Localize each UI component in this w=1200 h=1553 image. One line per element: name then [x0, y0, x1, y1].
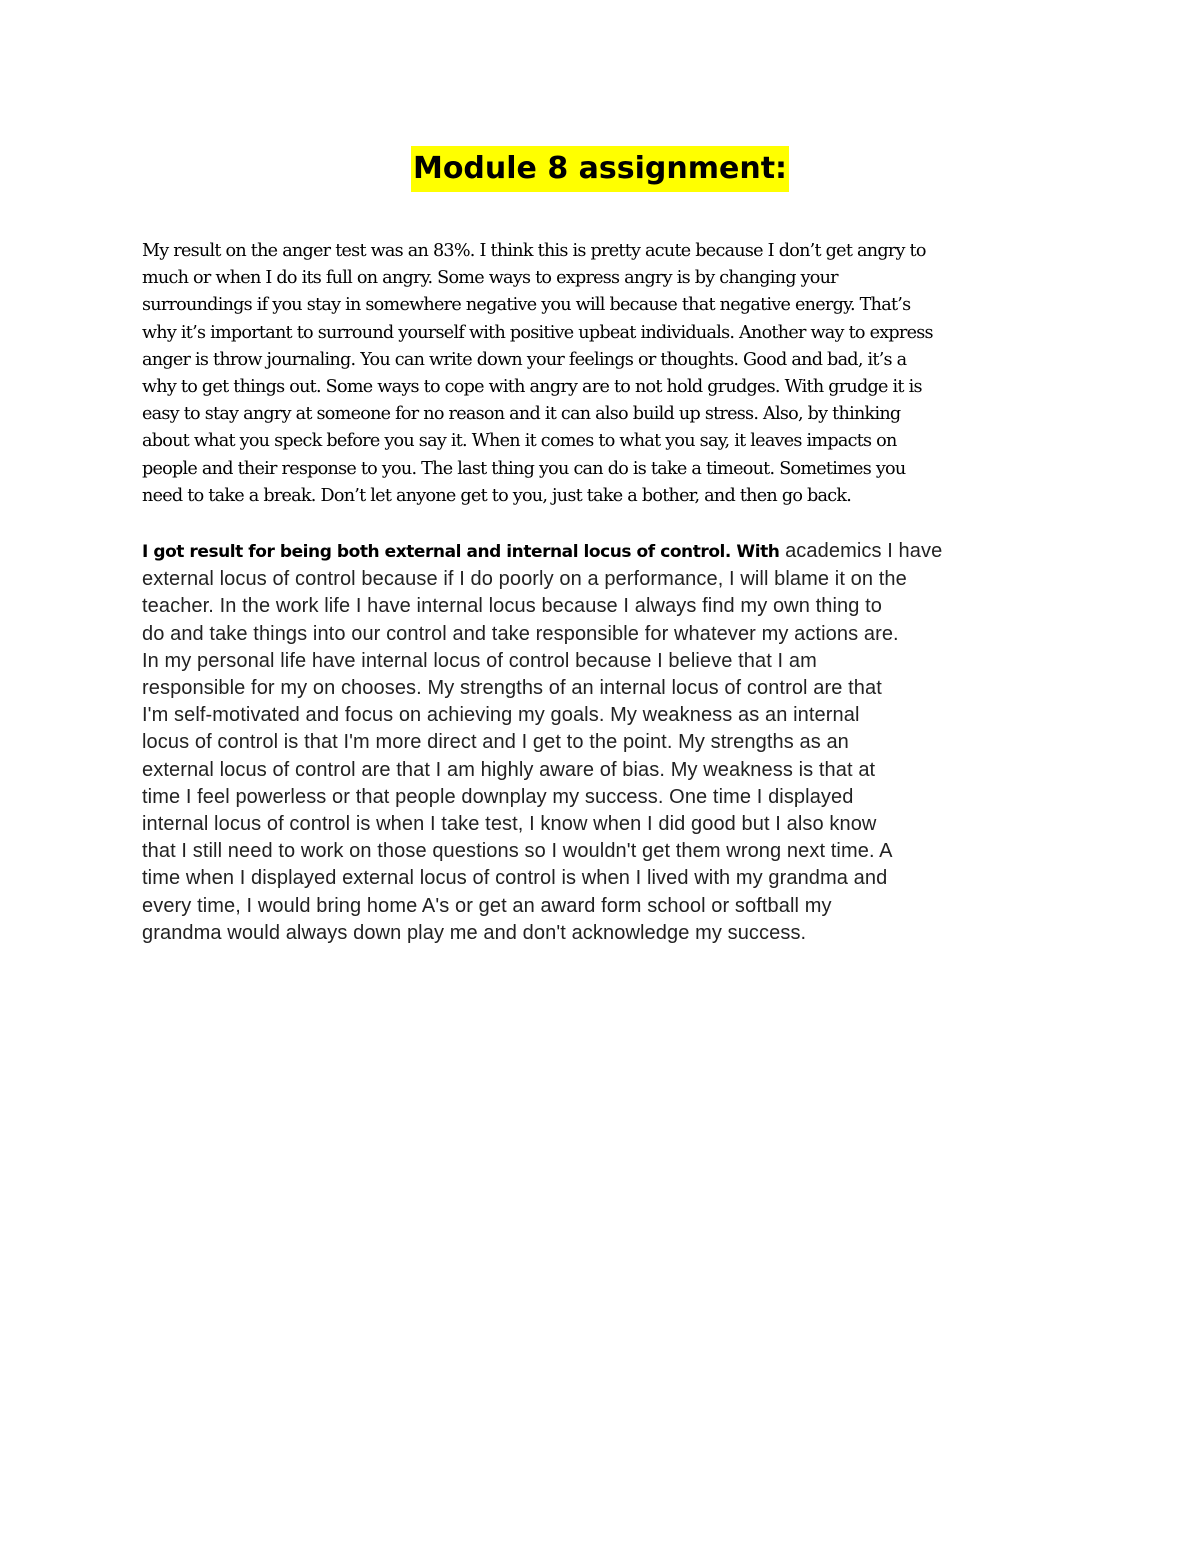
title-container — [0, 146, 1200, 192]
paragraph-line: why to get things out. Some ways to cope with angry are to not hold grudges. With grudge it is — [142, 377, 922, 398]
paragraph-line: teacher. In the work life I have internal locus because I always find my own thing to — [142, 595, 883, 618]
paragraph-line: I'm self-motivated and focus on achieving my goals. My weakness as an internal — [142, 704, 860, 727]
paragraph-line — [142, 538, 1062, 566]
paragraph-line: grandma would always down play me and don't acknowledge my success. — [142, 921, 807, 944]
paragraph-line: much or when I do its full on angry. Some ways to express angry is by changing your — [142, 268, 838, 289]
paragraph-line: internal locus of control is when I take test, I know when I did good but I also know — [142, 813, 877, 836]
anger-test-paragraph — [142, 238, 1062, 510]
paragraph-line: external locus of control are that I am highly aware of bias. My weakness is that at — [142, 758, 876, 781]
paragraph-line: about what you speck before you say it. When it comes to what you say, it leaves impacts on — [142, 431, 897, 452]
paragraph-line: My result on the anger test was an 83%. I think this is pretty acute because I don’t get angry to — [142, 241, 926, 261]
paragraph-lead-rest: academics I have — [779, 540, 943, 562]
paragraph-line: In my personal life have internal locus of control because I believe that I am — [142, 649, 817, 672]
paragraph-lead-sentence: I got result for being both external and internal locus of control. With — [142, 542, 780, 562]
paragraph-line: time I feel powerless or that people downplay my success. One time I displayed — [142, 785, 854, 808]
paragraph-line: need to take a break. Don’t let anyone get to you, just take a bother, and then go back. — [142, 485, 852, 506]
paragraph-line: external locus of control because if I do poorly on a performance, I will blame it on the — [142, 568, 907, 591]
paragraph-line: that I still need to work on those questions so I wouldn't get them wrong next time. A — [142, 840, 893, 863]
paragraph-line: why it’s important to surround yourself with positive upbeat individuals. Another way to express — [142, 322, 933, 343]
paragraph-line: easy to stay angry at someone for no reason and it can also build up stress. Also, by thinking — [142, 404, 901, 425]
paragraph-line: every time, I would bring home A's or get an award form school or softball my — [142, 894, 832, 917]
paragraph-line: time when I displayed external locus of control is when I lived with my grandma and — [142, 867, 888, 890]
paragraph-line: people and their response to you. The last thing you can do is take a timeout. Sometimes you — [142, 458, 906, 479]
paragraph-line: surroundings if you stay in somewhere negative you will because that negative energy. That’s — [142, 295, 911, 316]
locus-of-control-paragraph — [142, 538, 1062, 947]
document-title: Module 8 assignment: — [411, 146, 789, 192]
paragraph-line: responsible for my on chooses. My strengths of an internal locus of control are that — [142, 677, 882, 700]
paragraph-line: locus of control is that I'm more direct and I get to the point. My strengths as an — [142, 731, 849, 754]
paragraph-line: do and take things into our control and take responsible for whatever my actions are. — [142, 622, 899, 645]
paragraph-line: anger is throw journaling. You can write down your feelings or thoughts. Good and bad, it’s a — [142, 349, 907, 370]
